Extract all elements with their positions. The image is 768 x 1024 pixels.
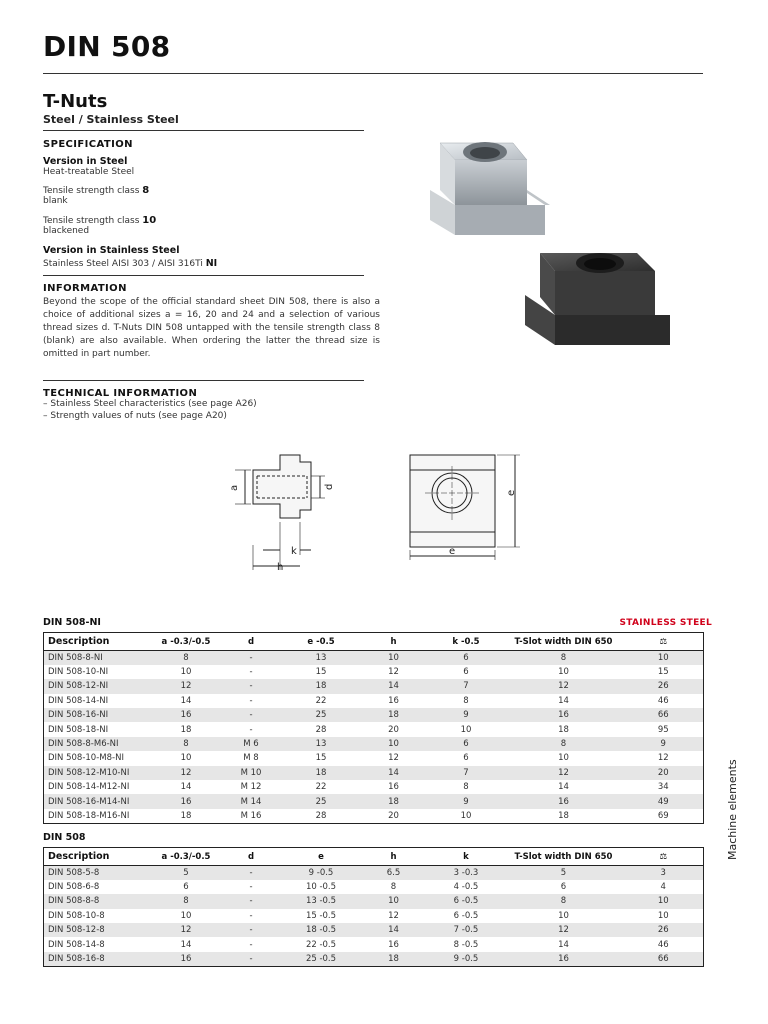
dim-label-h: h	[277, 562, 284, 573]
table-cell: 10	[154, 909, 219, 923]
table-cell: 7	[429, 766, 504, 780]
table-row	[44, 722, 704, 736]
table-cell: 8	[154, 737, 219, 751]
table-cell: DIN 508-12-M10-NI	[44, 766, 154, 780]
technical-drawing	[215, 440, 535, 580]
table-cell: M 10	[219, 766, 284, 780]
table-cell: 25 -0.5	[284, 952, 359, 966]
table-cell: 18	[504, 722, 624, 736]
table-cell: 20	[359, 809, 429, 823]
table-cell: 14	[359, 923, 429, 937]
column-header: k -0.5	[429, 633, 504, 651]
table-cell: M 6	[219, 737, 284, 751]
section-rule	[43, 130, 364, 131]
table-cell: 12	[359, 909, 429, 923]
table-cell: 49	[624, 794, 704, 808]
technical-line-1: – Stainless Steel characteristics (see page A26)	[43, 399, 257, 409]
table-steel-label: DIN 508	[43, 832, 86, 843]
table-cell: 16	[504, 708, 624, 722]
information-heading: INFORMATION	[43, 283, 127, 294]
class10-value: 10	[142, 215, 157, 226]
table-row	[44, 665, 704, 679]
table-cell: 14	[359, 679, 429, 693]
table-cell: 25	[284, 708, 359, 722]
table-cell: -	[219, 866, 284, 880]
table-cell: 20	[624, 766, 704, 780]
dim-label-a: a	[229, 484, 240, 491]
table-cell: 8 -0.5	[429, 937, 504, 951]
table-cell: M 14	[219, 794, 284, 808]
table-cell: M 12	[219, 780, 284, 794]
table-cell: DIN 508-8-M6-NI	[44, 737, 154, 751]
table-cell: -	[219, 923, 284, 937]
table-cell: 28	[284, 809, 359, 823]
table-cell: DIN 508-18-M16-NI	[44, 809, 154, 823]
table-cell: 6.5	[359, 866, 429, 880]
table-cell: 6	[154, 880, 219, 894]
table-cell: 10	[624, 894, 704, 908]
table-cell: 6 -0.5	[429, 909, 504, 923]
table-cell: 14	[504, 937, 624, 951]
table-cell: 28	[284, 722, 359, 736]
stainless-steel-tag: STAINLESS STEEL	[619, 618, 712, 628]
table-din508-ni	[43, 632, 704, 824]
table-cell: 8	[359, 880, 429, 894]
table-cell: 6	[504, 880, 624, 894]
table-cell: 16	[504, 794, 624, 808]
stainless-version-heading: Version in Stainless Steel	[43, 245, 180, 256]
table-cell: -	[219, 708, 284, 722]
table-cell: 5	[504, 866, 624, 880]
table-cell: 6	[429, 737, 504, 751]
table-cell: DIN 508-12-NI	[44, 679, 154, 693]
table-cell: DIN 508-6-8	[44, 880, 154, 894]
specification-heading: SPECIFICATION	[43, 139, 133, 150]
table-row	[44, 708, 704, 722]
table-cell: 10	[624, 909, 704, 923]
table-cell: 18	[359, 708, 429, 722]
table-cell: DIN 508-10-M8-NI	[44, 751, 154, 765]
table-cell: DIN 508-14-NI	[44, 694, 154, 708]
table-cell: 22	[284, 694, 359, 708]
table-cell: 8	[154, 651, 219, 665]
table-row	[44, 894, 704, 908]
table-cell: 10	[504, 751, 624, 765]
product-subtitle: Steel / Stainless Steel	[43, 113, 179, 126]
table-cell: 46	[624, 937, 704, 951]
dim-label-k: k	[291, 546, 297, 557]
table-cell: DIN 508-12-8	[44, 923, 154, 937]
table-cell: 12	[154, 679, 219, 693]
section-side-label: Machine elements	[726, 759, 739, 860]
column-header: T-Slot width DIN 650	[504, 848, 624, 866]
table-cell: DIN 508-16-8	[44, 952, 154, 966]
table-row	[44, 952, 704, 966]
table-cell: 26	[624, 923, 704, 937]
table-cell: 95	[624, 722, 704, 736]
table-cell: M 8	[219, 751, 284, 765]
column-header: d	[219, 848, 284, 866]
technical-line-2: – Strength values of nuts (see page A20)	[43, 411, 227, 421]
table-row	[44, 866, 704, 880]
table-cell: 18	[154, 809, 219, 823]
weight-icon: ⚖	[624, 633, 704, 651]
table-cell: 18	[284, 766, 359, 780]
class8-finish: blank	[43, 196, 68, 206]
table-cell: DIN 508-16-M14-NI	[44, 794, 154, 808]
table-cell: 12	[624, 751, 704, 765]
class8-label: Tensile strength class	[43, 186, 140, 196]
table-cell: 4 -0.5	[429, 880, 504, 894]
table-cell: 14	[504, 694, 624, 708]
table-row	[44, 794, 704, 808]
table-cell: 6	[429, 751, 504, 765]
column-header: h	[359, 633, 429, 651]
table-cell: 12	[154, 923, 219, 937]
table-cell: 10 -0.5	[284, 880, 359, 894]
table-cell: DIN 508-16-NI	[44, 708, 154, 722]
table-cell: 18 -0.5	[284, 923, 359, 937]
table-cell: DIN 508-8-NI	[44, 651, 154, 665]
table-cell: 14	[504, 780, 624, 794]
table-row	[44, 880, 704, 894]
class8-value: 8	[142, 185, 150, 196]
table-cell: 14	[359, 766, 429, 780]
steel-version-heading: Version in Steel	[43, 156, 128, 167]
column-header: e -0.5	[284, 633, 359, 651]
table-cell: 9	[624, 737, 704, 751]
table-cell: 9 -0.5	[429, 952, 504, 966]
class10-finish: blackened	[43, 226, 90, 236]
class10-label: Tensile strength class	[43, 216, 140, 226]
table-cell: 66	[624, 708, 704, 722]
table-row	[44, 751, 704, 765]
table-cell: 34	[624, 780, 704, 794]
table-cell: 9 -0.5	[284, 866, 359, 880]
table-cell: 16	[154, 708, 219, 722]
column-header: T-Slot width DIN 650	[504, 633, 624, 651]
table-cell: 13	[284, 737, 359, 751]
table-cell: 13 -0.5	[284, 894, 359, 908]
table-cell: 15	[284, 665, 359, 679]
technical-heading: TECHNICAL INFORMATION	[43, 388, 198, 399]
table-cell: DIN 508-10-8	[44, 909, 154, 923]
table-cell: 10	[359, 737, 429, 751]
table-cell: 18	[359, 952, 429, 966]
table-cell: 12	[359, 751, 429, 765]
table-cell: -	[219, 694, 284, 708]
table-row	[44, 909, 704, 923]
table-cell: 18	[504, 809, 624, 823]
table-cell: 8	[429, 780, 504, 794]
table-row	[44, 737, 704, 751]
dim-label-e-right: e	[506, 489, 517, 496]
table-cell: 26	[624, 679, 704, 693]
table-cell: -	[219, 952, 284, 966]
table-cell: 10	[504, 909, 624, 923]
table-cell: 8	[504, 894, 624, 908]
table-cell: 9	[429, 708, 504, 722]
table-cell: 16	[154, 952, 219, 966]
table-row	[44, 651, 704, 665]
table-cell: 9	[429, 794, 504, 808]
table-cell: 10	[624, 651, 704, 665]
table-cell: -	[219, 880, 284, 894]
table-cell: 12	[359, 665, 429, 679]
table-cell: 12	[504, 923, 624, 937]
table-cell: 10	[359, 651, 429, 665]
table-cell: 16	[504, 952, 624, 966]
column-header: Description	[44, 633, 154, 651]
table-cell: 4	[624, 880, 704, 894]
table-cell: DIN 508-18-NI	[44, 722, 154, 736]
table-cell: 25	[284, 794, 359, 808]
table-cell: 6	[429, 665, 504, 679]
table-cell: 8	[429, 694, 504, 708]
table-cell: DIN 508-8-8	[44, 894, 154, 908]
table-row	[44, 937, 704, 951]
table-cell: 10	[154, 665, 219, 679]
table-ni-label: DIN 508-NI	[43, 617, 101, 628]
table-row	[44, 923, 704, 937]
table-cell: 14	[154, 937, 219, 951]
table-row	[44, 809, 704, 823]
table-cell: 13	[284, 651, 359, 665]
t-nut-photos	[405, 135, 715, 370]
table-cell: 12	[504, 766, 624, 780]
table-cell: 14	[154, 780, 219, 794]
table-cell: 6	[429, 651, 504, 665]
table-cell: 16	[154, 794, 219, 808]
table-cell: 10	[429, 809, 504, 823]
table-cell: 6 -0.5	[429, 894, 504, 908]
table-cell: 15	[624, 665, 704, 679]
table-cell: -	[219, 894, 284, 908]
table-cell: 3 -0.3	[429, 866, 504, 880]
table-cell: DIN 508-5-8	[44, 866, 154, 880]
table-cell: 8	[504, 651, 624, 665]
table-cell: -	[219, 651, 284, 665]
table-cell: 18	[284, 679, 359, 693]
table-din508-steel	[43, 847, 704, 967]
table-cell: -	[219, 937, 284, 951]
table-cell: 20	[359, 722, 429, 736]
table-cell: 16	[359, 937, 429, 951]
title-rule	[43, 73, 703, 74]
table-cell: -	[219, 679, 284, 693]
section-rule	[43, 275, 364, 276]
table-row	[44, 679, 704, 693]
table-cell: 18	[359, 794, 429, 808]
column-header: h	[359, 848, 429, 866]
table-cell: 16	[359, 694, 429, 708]
table-cell: 3	[624, 866, 704, 880]
table-cell: 15	[284, 751, 359, 765]
table-cell: 5	[154, 866, 219, 880]
column-header: k	[429, 848, 504, 866]
section-rule	[43, 380, 364, 381]
table-cell: 8	[154, 894, 219, 908]
table-cell: 22 -0.5	[284, 937, 359, 951]
column-header: d	[219, 633, 284, 651]
page-title: DIN 508	[43, 30, 171, 63]
table-cell: 12	[504, 679, 624, 693]
table-cell: 10	[504, 665, 624, 679]
stainless-material: Stainless Steel AISI 303 / AISI 316Ti	[43, 259, 203, 269]
table-cell: 15 -0.5	[284, 909, 359, 923]
information-text: Beyond the scope of the official standard sheet DIN 508, there is also a choice of additional sizes a = 16, 20 and 24 and a selection of various thread sizes d. T-Nuts DIN 508 untapped with the tensile strength class 8 (blank) are also available. When ordering the latter the thread size is omitted in part number.	[43, 297, 380, 359]
table-cell: 10	[154, 751, 219, 765]
column-header: a -0.3/-0.5	[154, 848, 219, 866]
table-cell: 69	[624, 809, 704, 823]
table-cell: DIN 508-14-M12-NI	[44, 780, 154, 794]
table-cell: -	[219, 909, 284, 923]
table-cell: 22	[284, 780, 359, 794]
table-cell: DIN 508-14-8	[44, 937, 154, 951]
table-cell: 16	[359, 780, 429, 794]
column-header: Description	[44, 848, 154, 866]
table-cell: 14	[154, 694, 219, 708]
stainless-line	[43, 258, 217, 270]
dim-label-e-bottom: e	[449, 546, 456, 557]
table-cell: 18	[154, 722, 219, 736]
table-cell: DIN 508-10-NI	[44, 665, 154, 679]
table-cell: 7 -0.5	[429, 923, 504, 937]
table-row	[44, 766, 704, 780]
table-row	[44, 780, 704, 794]
table-cell: 10	[429, 722, 504, 736]
table-row	[44, 694, 704, 708]
table-cell: 8	[504, 737, 624, 751]
table-cell: 12	[154, 766, 219, 780]
table-cell: 10	[359, 894, 429, 908]
steel-material: Heat-treatable Steel	[43, 167, 135, 177]
table-cell: 66	[624, 952, 704, 966]
black-t-nut-image	[525, 253, 670, 345]
table-cell: M 16	[219, 809, 284, 823]
stainless-code: NI	[205, 258, 218, 269]
column-header: a -0.3/-0.5	[154, 633, 219, 651]
table-cell: 46	[624, 694, 704, 708]
table-cell: -	[219, 722, 284, 736]
column-header: e	[284, 848, 359, 866]
silver-t-nut-image	[430, 142, 550, 235]
weight-icon: ⚖	[624, 848, 704, 866]
dim-label-d: d	[324, 483, 335, 490]
product-title: T-Nuts	[43, 91, 108, 112]
table-cell: -	[219, 665, 284, 679]
table-cell: 7	[429, 679, 504, 693]
